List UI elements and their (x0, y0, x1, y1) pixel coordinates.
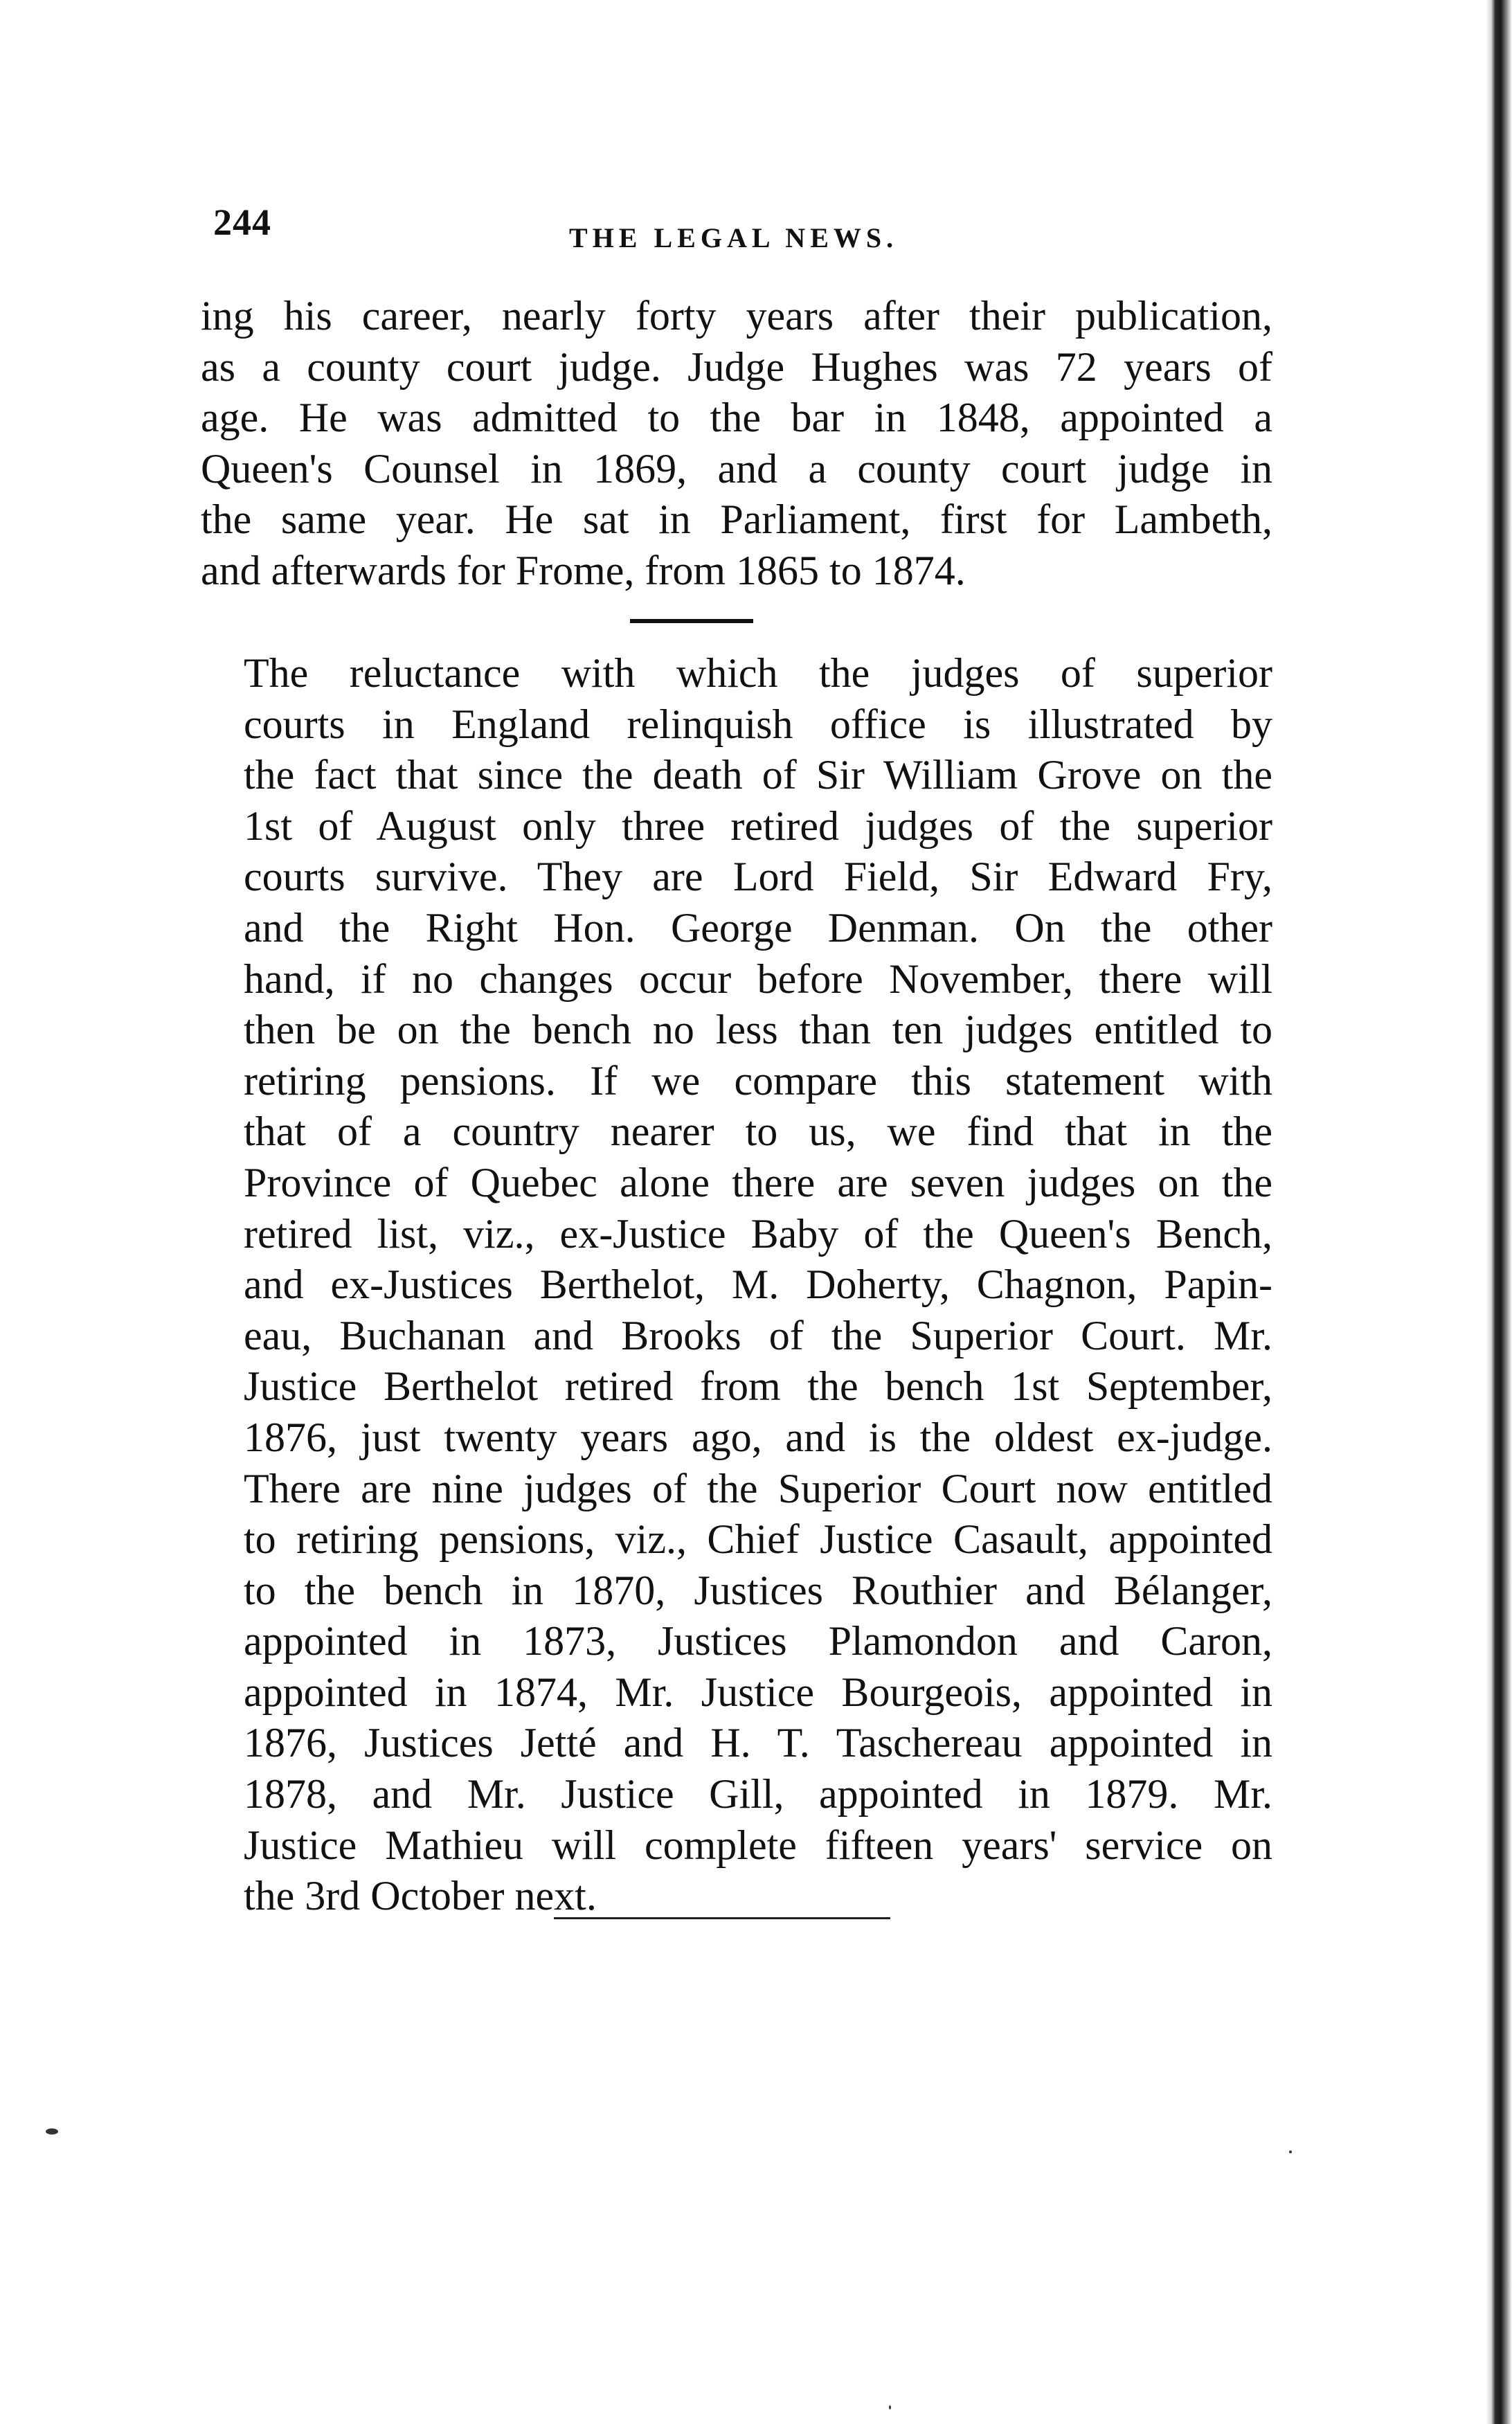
end-of-section-rule (554, 1917, 890, 1919)
text-line: then be on the bench no less than ten judges entitled to (244, 1007, 1272, 1053)
text-line: as a county court judge. Judge Hughes was 72 years of (201, 343, 1272, 390)
text-line: courts survive. They are Lord Field, Sir Edward Fry, (244, 854, 1272, 900)
text-line: ing his career, nearly forty years after their publication, (201, 293, 1272, 339)
text-line: to the bench in 1870, Justices Routhier and Bélanger, (244, 1567, 1272, 1613)
text-line: appointed in 1873, Justices Plamondon and Caron, (244, 1618, 1272, 1664)
scan-speck (1289, 2151, 1292, 2153)
text-line: hand, if no changes occur before November, there will (244, 955, 1272, 1002)
page-binding-edge (1486, 0, 1512, 2424)
text-line: and the Right Hon. George Denman. On the other (244, 904, 1272, 951)
text-line: to retiring pensions, viz., Chief Justice Casault, appointed (244, 1516, 1272, 1563)
text-line: the 3rd October next. (244, 1873, 597, 1919)
text-line: and afterwards for Frome, from 1865 to 1874. (201, 547, 966, 593)
text-line: eau, Buchanan and Brooks of the Superior Court. Mr. (244, 1312, 1272, 1358)
section-divider (630, 619, 753, 623)
text-line: courts in England relinquish office is illustrated by (244, 701, 1272, 747)
running-title: THE LEGAL NEWS. (569, 222, 899, 253)
text-line: retired list, viz., ex-Justice Baby of the Queen's Bench, (244, 1210, 1272, 1257)
text-line: the fact that since the death of Sir William Grove on the (244, 752, 1272, 798)
text-line: age. He was admitted to the bar in 1848, appointed a (201, 395, 1272, 441)
text-line: There are nine judges of the Superior Court now entitled (244, 1465, 1272, 1511)
scan-speck (46, 2128, 58, 2135)
text-line: the same year. He sat in Parliament, first for Lambeth, (201, 496, 1272, 543)
text-line: and ex-Justices Berthelot, M. Doherty, Chagnon, Papin- (244, 1262, 1272, 1308)
text-line: Province of Quebec alone there are seven judges on the (244, 1159, 1272, 1205)
text-line: The reluctance with which the judges of superior (244, 650, 1272, 696)
text-line: 1st of August only three retired judges of the superior (244, 802, 1272, 849)
text-line: 1876, Justices Jetté and H. T. Taschereau appointed in (244, 1720, 1272, 1766)
text-line: Queen's Counsel in 1869, and a county court judge in (201, 445, 1272, 492)
text-line: 1878, and Mr. Justice Gill, appointed in 1879. Mr. (244, 1771, 1272, 1817)
text-line: retiring pensions. If we compare this statement with (244, 1057, 1272, 1104)
text-line: Justice Berthelot retired from the bench 1st September, (244, 1363, 1272, 1410)
text-line: that of a country nearer to us, we find that in the (244, 1108, 1272, 1155)
page-number: 244 (213, 201, 271, 243)
paragraph-retired-judges (201, 648, 1272, 1922)
text-line: Justice Mathieu will complete fifteen years' service on (244, 1822, 1272, 1868)
paragraph-hughes-obituary (201, 291, 1272, 597)
text-line: 1876, just twenty years ago, and is the oldest ex-judge. (244, 1414, 1272, 1460)
text-line: appointed in 1874, Mr. Justice Bourgeois, appointed in (244, 1669, 1272, 1715)
scan-speck (889, 2405, 891, 2409)
